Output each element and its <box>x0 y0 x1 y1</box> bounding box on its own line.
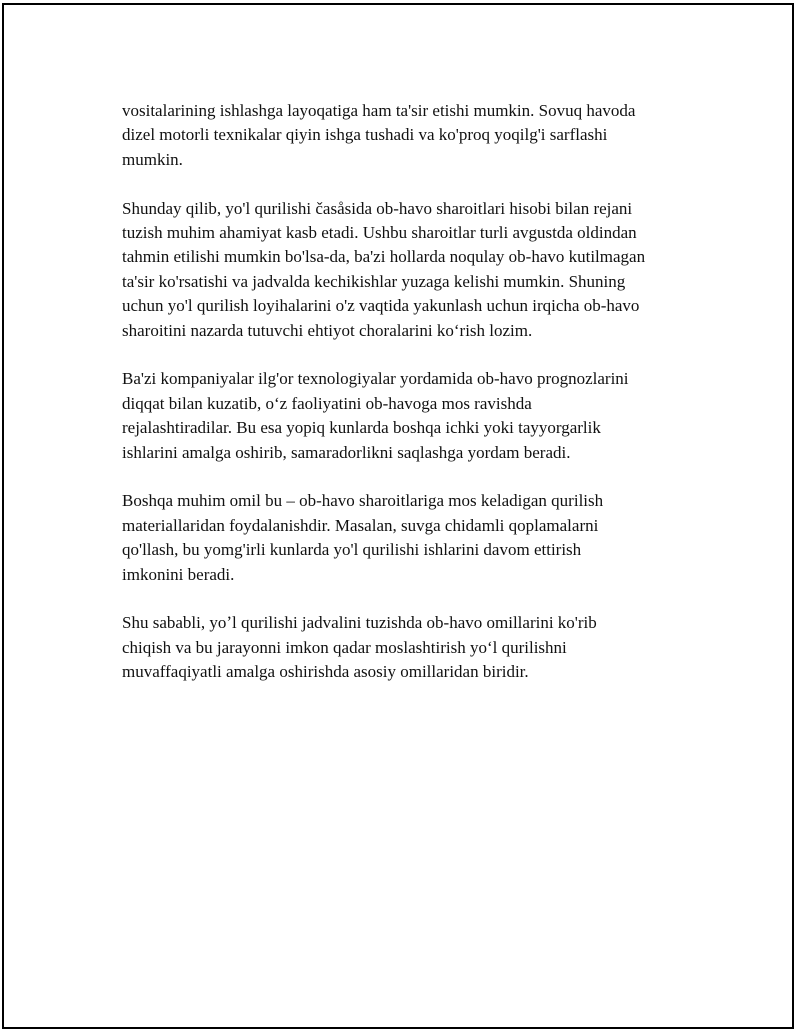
text-line: ishlarini amalga oshirib, samaradorlikni saqlashga yordam beradi. <box>122 442 571 462</box>
paragraph-4 <box>122 489 692 587</box>
text-line: imkonini beradi. <box>122 564 235 584</box>
text-line: diqqat bilan kuzatib, oʻz faoliyatini ob-havoga mos ravishda <box>122 393 532 413</box>
text-line: mumkin. <box>122 149 183 169</box>
text-line: ta'sir ko'rsatishi va jadvalda kechikishlar yuzaga kelishi mumkin. Shuning <box>122 271 626 291</box>
document-body <box>122 99 692 709</box>
text-line: muvaffaqiyatli amalga oshirishda asosiy omillaridan biridir. <box>122 662 529 682</box>
text-line: sharoitini nazarda tutuvchi ehtiyot choralarini koʻrish lozim. <box>122 320 533 340</box>
text-line: tuzish muhim ahamiyat kasb etadi. Ushbu sharoitlar turli avgustda oldindan <box>122 223 637 243</box>
text-line: Shu sababli, yoʼl qurilishi jadvalini tuzishda ob-havo omillarini ko'rib <box>122 613 597 633</box>
text-line: Shunday qilib, yo'l qurilishi časåsida ob-havo sharoitlari hisobi bilan rejani <box>122 198 633 218</box>
text-line: tahmin etilishi mumkin bo'lsa-da, ba'zi hollarda noqulay ob-havo kutilmagan <box>122 247 646 267</box>
paragraph-3 <box>122 367 692 465</box>
text-line: rejalashtiradilar. Bu esa yopiq kunlarda boshqa ichki yoki tayyorgarlik <box>122 418 601 438</box>
paragraph-2 <box>122 197 692 343</box>
text-line: qo'llash, bu yomg'irli kunlarda yo'l qurilishi ishlarini davom ettirish <box>122 540 582 560</box>
text-line: Boshqa muhim omil bu – ob-havo sharoitlariga mos keladigan qurilish <box>122 491 604 511</box>
text-line: vositalarining ishlashga layoqatiga ham ta'sir etishi mumkin. Sovuq havoda <box>122 101 636 120</box>
text-line: chiqish va bu jarayonni imkon qadar moslashtirish yoʻl qurilishni <box>122 637 567 657</box>
text-line: uchun yo'l qurilish loyihalarini o'z vaqtida yakunlash uchun irqicha ob-havo <box>122 296 640 316</box>
page-frame <box>2 3 794 1029</box>
text-line: dizel motorli texnikalar qiyin ishga tushadi va ko'proq yoqilg'i sarflashi <box>122 125 608 145</box>
text-line: Ba'zi kompaniyalar ilg'or texnologiyalar yordamida ob-havo prognozlarini <box>122 369 629 389</box>
text-line: materiallaridan foydalanishdir. Masalan, suvga chidamli qoplamalarni <box>122 515 599 535</box>
paragraph-5 <box>122 611 692 684</box>
paragraph-1 <box>122 99 692 172</box>
